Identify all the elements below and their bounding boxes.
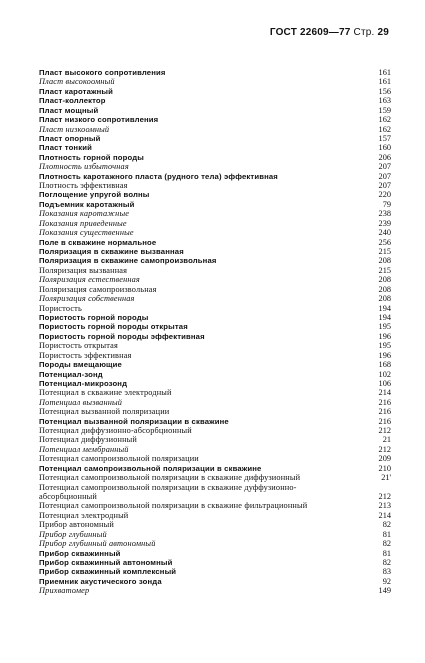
index-entry (39, 464, 391, 473)
index-term: Поляризация в скважине вызванная (39, 247, 184, 257)
index-page-number: 214 (378, 388, 391, 398)
index-entry (39, 558, 391, 567)
index-term: Пористость горной породы (39, 312, 149, 322)
index-page-number: 194 (378, 303, 391, 313)
index-entry (39, 190, 391, 199)
index-entry (39, 143, 391, 152)
index-page-number: 206 (378, 152, 391, 162)
index-page-number: 208 (378, 275, 391, 285)
index-page-number: 161 (378, 77, 391, 87)
index-term: Плотность горной породы (39, 152, 144, 162)
index-page-number: 215 (378, 265, 391, 275)
index-entry (39, 77, 391, 86)
index-page-number: 81 (382, 529, 391, 539)
index-page-number: 157 (378, 133, 391, 143)
index-term: Пласт низкого сопротивления (39, 115, 159, 125)
index-term: Поле в скважине нормальное (39, 237, 157, 247)
index-entry (39, 398, 391, 407)
index-page-number: 208 (378, 256, 391, 266)
index-page-number: 194 (378, 312, 391, 322)
index-term: Показания приведенные (39, 218, 127, 228)
index-term: Потенциал электродный (39, 510, 129, 520)
index-entry (39, 266, 391, 275)
index-entry (39, 200, 391, 209)
index-term: Пласт высокого сопротивления (39, 68, 166, 77)
index-entry (39, 256, 391, 265)
index-entry (39, 370, 391, 379)
index-page-number: 207 (378, 162, 391, 172)
page-header (270, 27, 389, 38)
index-term: Пласт высокоомный (39, 77, 115, 87)
index-page-number: 106 (378, 378, 391, 388)
index-term: Потенциал в скважине электродный (39, 388, 172, 398)
index-term: Потенциал самопроизвольной поляризации (39, 454, 199, 464)
index-term: Пласт каротажный (39, 86, 114, 96)
index-page-number: 159 (378, 105, 391, 115)
index-entry (39, 285, 391, 294)
index-term: Прибор скважинный автономный (39, 557, 173, 567)
index-entry (39, 294, 391, 303)
index-page-number: 195 (378, 341, 391, 351)
index-entry (39, 351, 391, 360)
index-entry (39, 181, 391, 190)
index-entry (39, 492, 391, 501)
index-entry (39, 417, 391, 426)
index-term: Пористость открытая (39, 341, 118, 351)
index-entry (39, 238, 391, 247)
index-term: Потенциал вызванной поляризации (39, 407, 170, 417)
index-entry (39, 125, 391, 134)
index-entry (39, 530, 391, 539)
index-term: Пласт низкоомный (39, 124, 110, 134)
index-page-number: 239 (378, 218, 391, 228)
index-entry (39, 87, 391, 96)
index-entry (39, 586, 391, 595)
index-term: Пласт-коллектор (39, 96, 106, 106)
index-entry (39, 483, 391, 492)
index-entry (39, 209, 391, 218)
index-page-number: 196 (378, 350, 391, 360)
index-term: Породы вмещающие (39, 360, 122, 370)
index-page-number: 82 (382, 520, 391, 530)
index-entry (39, 473, 391, 482)
page-number: 29 (377, 27, 389, 38)
index-entry (39, 106, 391, 115)
index-page-number: 220 (378, 190, 391, 200)
term-index-list (39, 68, 391, 596)
index-term: Потенциал мембранный (39, 444, 129, 454)
index-entry (39, 501, 391, 510)
index-page-number: 208 (378, 284, 391, 294)
index-page-number: 212 (378, 426, 391, 436)
index-entry (39, 511, 391, 520)
index-entry (39, 172, 391, 181)
index-entry (39, 407, 391, 416)
index-entry (39, 68, 391, 77)
index-page-number: 216 (378, 397, 391, 407)
index-page-number: 102 (378, 369, 391, 379)
index-term: Поляризация самопроизвольная (39, 284, 157, 294)
index-term: Пласт мощный (39, 105, 99, 115)
index-entry (39, 549, 391, 558)
index-page-number: 82 (382, 557, 391, 567)
index-entry (39, 341, 391, 350)
index-page-number: 215 (378, 247, 391, 257)
index-entry (39, 275, 391, 284)
index-page-number: 210 (378, 463, 391, 473)
index-term: Плотность избыточная (39, 162, 129, 172)
index-page-number: 92 (382, 576, 391, 586)
index-page-number: 212 (378, 444, 391, 454)
index-entry (39, 313, 391, 322)
index-term: Пористость горной породы эффективная (39, 331, 205, 341)
index-entry (39, 247, 391, 256)
index-term: Прибор скважинный комплексный (39, 567, 177, 577)
index-page-number: 240 (378, 228, 391, 238)
index-page-number: 162 (378, 124, 391, 134)
index-entry (39, 454, 391, 463)
index-term: Пористость горной породы открытая (39, 322, 188, 332)
index-entry (39, 332, 391, 341)
index-term: Показания существенные (39, 228, 134, 238)
index-page-number: 21' (381, 473, 391, 483)
index-page-number: 209 (378, 454, 391, 464)
index-entry (39, 134, 391, 143)
index-page-number: 207 (378, 181, 391, 191)
index-term: Потенциал вызванный (39, 397, 123, 407)
index-term: Поляризация в скважине самопроизвольная (39, 256, 217, 266)
index-entry (39, 219, 391, 228)
index-page-number: 161 (378, 68, 391, 77)
index-term: Потенциал вызванной поляризации в скважине (39, 416, 229, 426)
index-term: Прибор скважинный (39, 548, 121, 558)
index-page-number: 212 (378, 491, 391, 501)
index-entry (39, 115, 391, 124)
index-term: Потенциал-зонд (39, 369, 103, 379)
index-page-number: 81 (382, 548, 391, 558)
index-entry (39, 435, 391, 444)
index-entry (39, 577, 391, 586)
index-term: Показания каротажные (39, 209, 130, 219)
index-page-number: 160 (378, 143, 391, 153)
index-term: Потенциал-микрозонд (39, 378, 128, 388)
index-term: Прибор глубинный автономный (39, 539, 156, 549)
index-entry (39, 445, 391, 454)
index-term: Потенциал диффузионно-абсорбционный (39, 426, 192, 436)
index-page-number: 21 (382, 435, 391, 445)
index-entry (39, 388, 391, 397)
index-page-number: 162 (378, 115, 391, 125)
index-term: Пласт опорный (39, 133, 101, 143)
index-page-number: 156 (378, 86, 391, 96)
index-page-number: 196 (378, 331, 391, 341)
index-page-number: 216 (378, 416, 391, 426)
index-page-number: 163 (378, 96, 391, 106)
index-page-number: 216 (378, 407, 391, 417)
index-term: Пористость эффективная (39, 350, 132, 360)
index-page-number: 214 (378, 510, 391, 520)
index-term: Поляризация естественная (39, 275, 140, 285)
index-page-number: 213 (378, 501, 391, 511)
index-term: Пласт тонкий (39, 143, 92, 153)
index-page-number: 208 (378, 294, 391, 304)
index-entry (39, 520, 391, 529)
index-term: Прихватомер (39, 586, 90, 596)
index-entry (39, 96, 391, 105)
standard-code: ГОСТ 22609—77 (269, 27, 351, 38)
index-term: Потенциал самопроизвольной поляризации в скважине диффузионный (39, 473, 301, 483)
index-term: Потенциал самопроизвольной поляризации в скважине (39, 463, 262, 473)
index-entry (39, 379, 391, 388)
index-entry (39, 162, 391, 171)
index-entry (39, 153, 391, 162)
index-page-number: 256 (378, 237, 391, 247)
index-entry (39, 304, 391, 313)
index-page-number: 79 (382, 199, 391, 209)
index-page-number: 82 (382, 539, 391, 549)
page-word: Стр. (353, 27, 375, 38)
index-term: Потенциал самопроизвольной поляризации в скважине фильтрационный (39, 501, 308, 511)
index-entry (39, 322, 391, 331)
index-term: Приемник акустического зонда (39, 576, 162, 586)
index-term: Потенциал самопроизвольной поляризации в скважине дуффузионно- (39, 482, 297, 492)
index-entry (39, 360, 391, 369)
index-term: Потенциал диффузионный (39, 435, 137, 445)
index-term: Поляризация собственная (39, 294, 135, 304)
index-term: Плотность эффективная (39, 181, 128, 191)
index-page-number: 83 (382, 567, 391, 577)
index-term: абсорбционный (39, 491, 97, 501)
index-entry (39, 539, 391, 548)
index-page-number: 207 (378, 171, 391, 181)
index-page-number: 195 (378, 322, 391, 332)
index-entry (39, 426, 391, 435)
index-term: Поглощение упругой волны (39, 190, 150, 200)
index-term: Подъемник каротажный (39, 199, 135, 209)
index-page-number: 149 (378, 586, 391, 596)
index-term: Плотность каротажного пласта (рудного тела) эффективная (39, 171, 278, 181)
index-entry (39, 567, 391, 576)
index-term: Пористость (39, 303, 82, 313)
index-term: Прибор глубинный (39, 529, 107, 539)
index-entry (39, 228, 391, 237)
index-term: Прибор автономный (39, 520, 114, 530)
index-term: Поляризация вызванная (39, 265, 128, 275)
index-page-number: 238 (378, 209, 391, 219)
index-page-number: 168 (378, 360, 391, 370)
